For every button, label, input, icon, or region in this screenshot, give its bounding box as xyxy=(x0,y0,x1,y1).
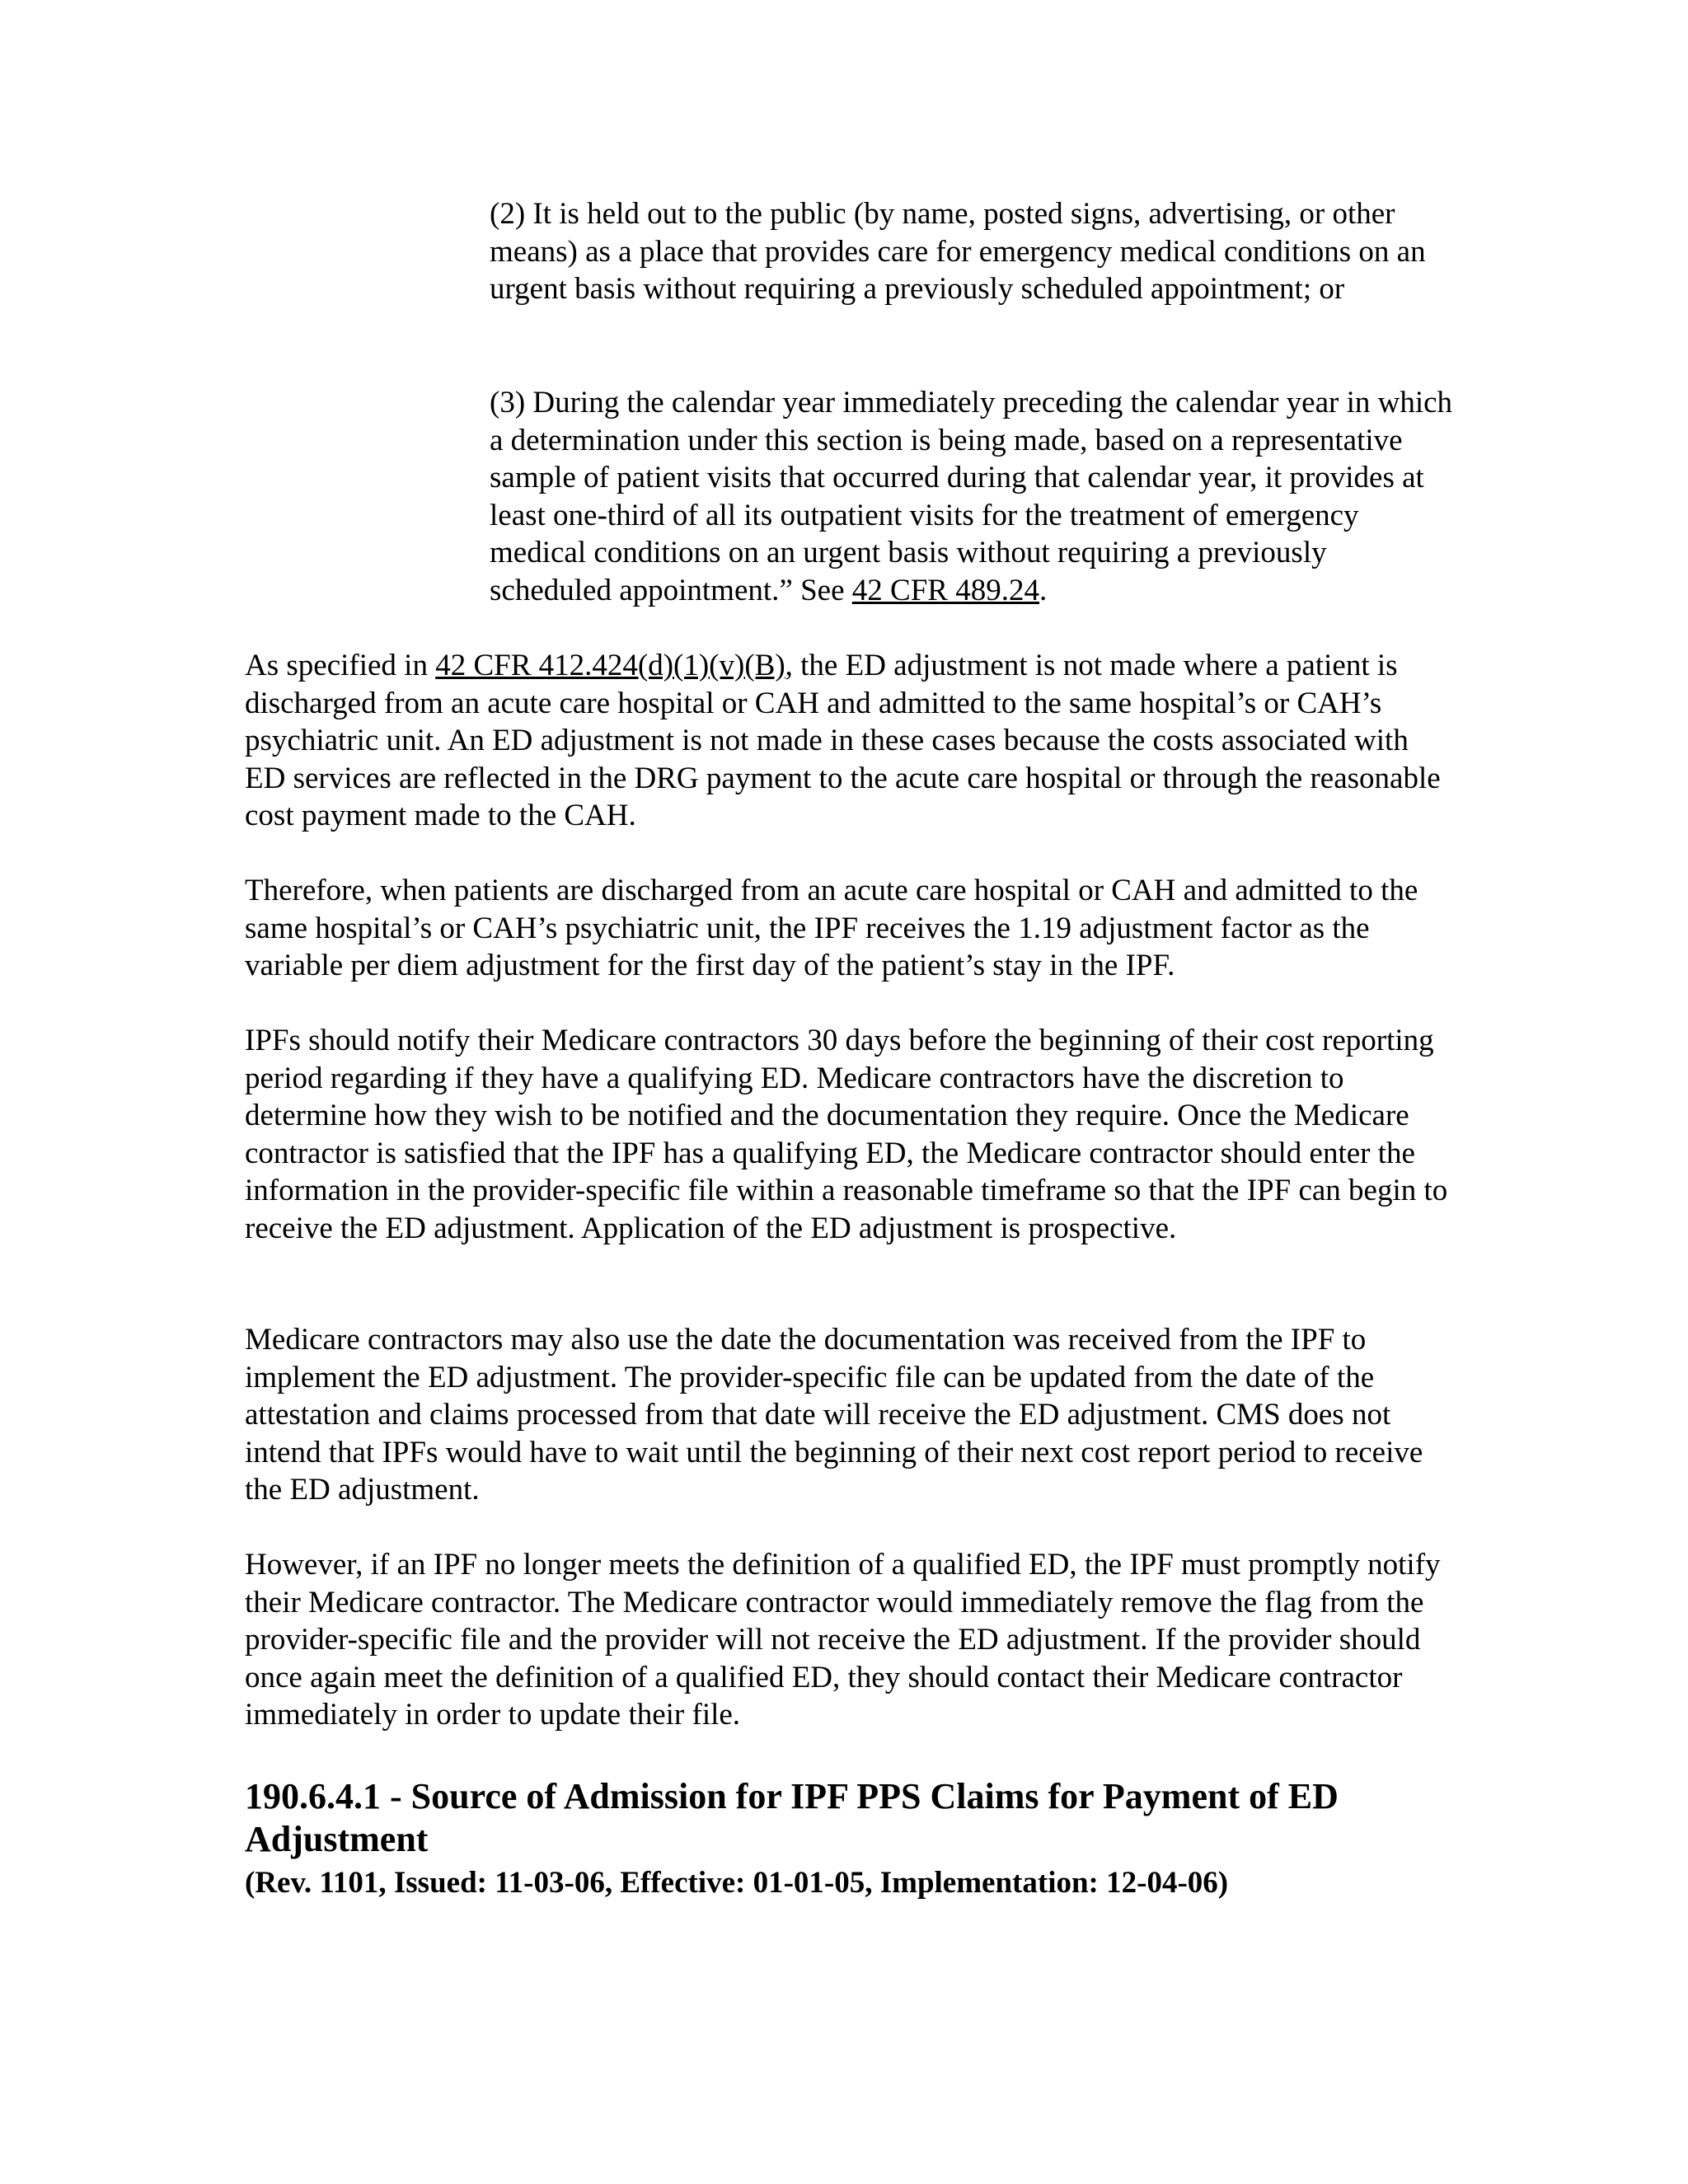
paragraph-ed-not-made-body: , the ED adjustment is not made where a patient is discharged from an acute care hospital or CAH and admitted to the same hospital’s or CAH’s psychiatric unit. An ED adjustment is not made in these cases because the costs associated with ED services are reflected in the DRG payment to the acute care hospital or through the reasonable cost payment made to the CAH. xyxy=(245,649,1441,832)
cfr-412-424-link[interactable]: 42 CFR 412.424(d)(1)(v)(B) xyxy=(435,649,785,682)
quote-item-2 xyxy=(490,195,1454,308)
paragraph-notify-contractors: IPFs should notify their Medicare contractors 30 days before the beginning of their cost reporting period regarding if they have a qualifying ED. Medicare contractors have the discretion to determine how they wish to be notified and the documentation they require. Once the Medicare contractor is satisfied that the IPF has a qualifying ED, the Medicare contractor should enter the information in the provider-specific file within a reasonable timeframe so that the IPF can begin to receive the ED adjustment. Application of the ED adjustment is prospective. xyxy=(245,1024,1448,1245)
revision-line: (Rev. 1101, Issued: 11-03-06, Effective: 01-01-05, Implementation: 12-04-06) xyxy=(245,1866,1229,1900)
quote-item-3-text: (3) During the calendar year immediately preceding the calendar year in which a determination under this section is being made, based on a representative sample of patient visits that occurred during that calendar year, it provides at least one-third of all its outpatient visits for the treatment of emergency medical conditions on an urgent basis without requiring a previously scheduled appointment.” See xyxy=(490,386,1453,607)
paragraph-ed-not-made-lead: As specified in xyxy=(245,649,436,682)
paragraph-no-longer-meets: However, if an IPF no longer meets the definition of a qualified ED, the IPF must promptly notify their Medicare contractor. The Medicare contractor would immediately remove the flag from the provider-specific file and the provider will not receive the ED adjustment. If the provider should once again meet the definition of a qualified ED, they should contact their Medicare contractor immediately in order to update their file. xyxy=(245,1548,1441,1732)
paragraph-therefore: Therefore, when patients are discharged from an acute care hospital or CAH and admitted to the same hospital’s or CAH’s psychiatric unit, the IPF receives the 1.19 adjustment factor as the variable per diem adjustment for the first day of the patient’s stay in the IPF. xyxy=(245,874,1418,982)
quote-item-3 xyxy=(490,384,1454,609)
quote-item-3-after: . xyxy=(1039,573,1048,607)
paragraph-documentation-date: Medicare contractors may also use the date the documentation was received from the IPF to implement the ED adjustment. The provider-specific file can be updated from the date of the attestation and claims processed from that date will receive the ED adjustment. CMS does not intend that IPFs would have to wait until the beginning of their next cost report period to receive the ED adjustment. xyxy=(245,1323,1423,1507)
section-heading: 190.6.4.1 - Source of Admission for IPF PPS Claims for Payment of ED Adjustment xyxy=(245,1776,1339,1859)
cfr-489-24-link[interactable]: 42 CFR 489.24 xyxy=(851,573,1039,607)
quote-item-2-text: (2) It is held out to the public (by name, posted signs, advertising, or other means) as a place that provides care for emergency medical conditions on an urgent basis without requiring a previously scheduled appointment; or xyxy=(490,197,1426,306)
paragraph-ed-not-made xyxy=(245,647,1456,835)
